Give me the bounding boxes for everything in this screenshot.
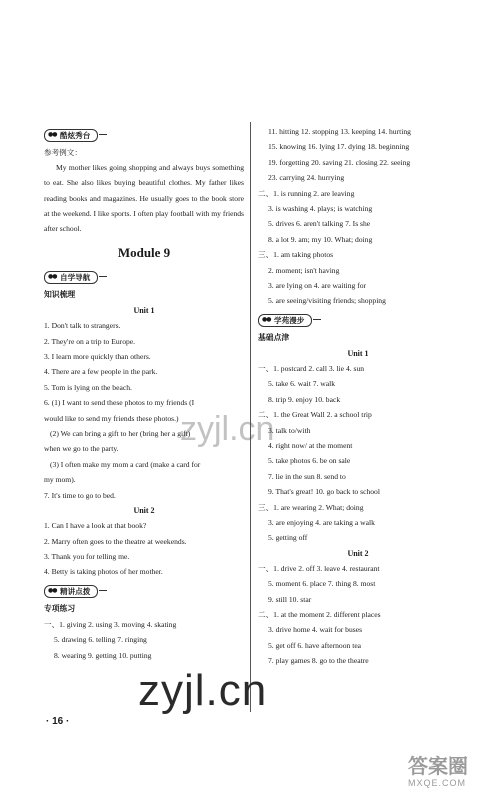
unit-heading: Unit 2 [133,506,155,516]
answer-line: 15. knowing 16. lying 17. dying 18. beginning [268,142,410,152]
answer-line: 3. are lying on 4. are waiting for [268,281,367,291]
badge-tail [99,276,107,277]
left-column [44,124,244,663]
unit-heading: Unit 1 [133,306,155,316]
answer-line: 一、1. drive 2. off 3. leave 4. restaurant [258,563,380,573]
unit-heading: Unit 2 [347,548,369,558]
corner-logo [408,755,494,797]
answer-line: 二、1. at the moment 2. different places [258,609,381,619]
answer-line: 5. getting off [268,533,308,543]
answer-line: 1. Can I have a look at that book? [44,521,147,531]
answer-line: 1. Don't talk to strangers. [44,321,121,331]
answer-line: 11. hitting 12. stopping 13. keeping 14. hurting [268,127,411,136]
section-badge-showcase: ●● 酷炫秀台 [44,129,98,142]
corner-logo-en: MXQE.COM [408,778,467,788]
answer-line: 2. They're on a trip to Europe. [44,336,136,346]
section-badge-self-study: ●● 自学导航 [44,271,98,284]
right-column [258,124,458,669]
answer-line: 5. drives 6. aren't talking 7. Is she [268,219,371,229]
answer-line: 5. are seeing/visiting friends; shopping [268,296,386,306]
answer-line: 3. are enjoying 4. are taking a walk [268,517,375,527]
answer-line: 19. forgetting 20. saving 21. closing 22. seeing [268,157,411,167]
module-title: Module 9 [117,245,171,261]
answer-line: 8. a lot 9. am; my 10. What; doing [268,234,373,244]
answer-line: 一、1. postcard 2. call 3. lie 4. sun [258,363,365,373]
answer-line: 5. get off 6. have afternoon tea [268,640,362,650]
subsection-basics: 基础点津 [258,332,290,342]
answer-line: 9. still 10. star [268,594,312,604]
badge-tail [99,134,107,135]
answer-line: 三、1. am taking photos [258,250,334,260]
corner-logo-cn: 答案圈 [408,754,468,778]
answer-line: 3. drive home 4. wait for buses [268,625,363,635]
answer-line: (3) I often make my mom a card (make a card for [50,459,201,469]
section-badge-stroll: ●● 学苑漫步 [258,314,312,327]
watermark-mid: zyjl.cn [180,410,275,448]
dots-icon: ●● [48,586,57,594]
answer-line: 4. There are a few people in the park. [44,367,158,377]
answer-line: 5. take 6. wait 7. walk [268,379,336,389]
answer-line: 三、1. are wearing 2. What; doing [258,502,364,512]
watermark-bottom: zyjl.cn [138,666,268,715]
answer-line: my mom). [44,475,76,485]
answer-line: 8. wearing 9. getting 10. putting [54,650,152,660]
answer-line: 7. It's time to go to bed. [44,490,116,500]
answer-line: 7. lie in the sun 8. send to [268,471,346,481]
badge-tail [313,319,321,320]
subsection-knowledge: 知识梳理 [44,290,76,300]
answer-line: 3. I learn more quickly than others. [44,352,151,362]
answer-line: 二、1. is running 2. are leaving [258,188,355,198]
badge-tail [99,590,107,591]
dots-icon: ●● [262,315,271,323]
subsection-special-practice: 专项练习 [44,603,76,613]
answer-line: 8. trip 9. enjoy 10. back [268,394,341,404]
section-badge-explain: ●● 精讲点拨 [44,585,98,598]
sample-essay: My mother likes going shopping and always buys something to eat. She also likes buying beautiful clothes. My father likes reading books and magazines. He usually goes to the book store at the weekend. I like sports. I often play football with my friends after school. [44,163,244,234]
answer-line: 7. play games 8. go to the theatre [268,656,369,666]
answer-line: 5. take photos 6. be on sale [268,456,351,466]
answer-line: 4. Betty is taking photos of her mother. [44,567,163,577]
answer-line: 5. moment 6. place 7. thing 8. most [268,579,376,589]
answer-line: 一、1. giving 2. using 3. moving 4. skating [44,619,177,629]
page-number: · 16 · [46,716,70,727]
answer-line: 3. Thank you for telling me. [44,551,130,561]
answer-line: 9. That's great! 10. go back to school [268,487,380,497]
answer-line: 6. (1) I want to send these photos to my friends (I [44,398,195,408]
answer-line: would like to send my friends these photos.) [44,413,179,423]
dots-icon: ●● [48,131,57,138]
answer-line: 5. drawing 6. telling 7. ringing [54,635,147,645]
answer-line: 3. talk to/with [268,425,311,435]
answer-line: 2. Marry often goes to the theatre at weekends. [44,536,187,546]
unit-heading: Unit 1 [347,348,369,358]
answer-line: 5. Tom is lying on the beach. [44,382,132,392]
answer-line: 2. moment; isn't having [268,265,340,275]
answer-line: 4. right now/ at the moment [268,440,353,450]
answer-line: 二、1. the Great Wall 2. a school trip [258,410,372,420]
answer-line: when we go to the party. [44,444,119,454]
dots-icon: ●● [48,273,57,281]
answer-line: 23. carrying 24. hurrying [268,173,345,183]
reference-label: 参考例文： [44,148,82,157]
answer-line: (2) We can bring a gift to her (bring her a gift) [50,429,191,439]
answer-line: 3. is washing 4. plays; is watching [268,204,373,214]
